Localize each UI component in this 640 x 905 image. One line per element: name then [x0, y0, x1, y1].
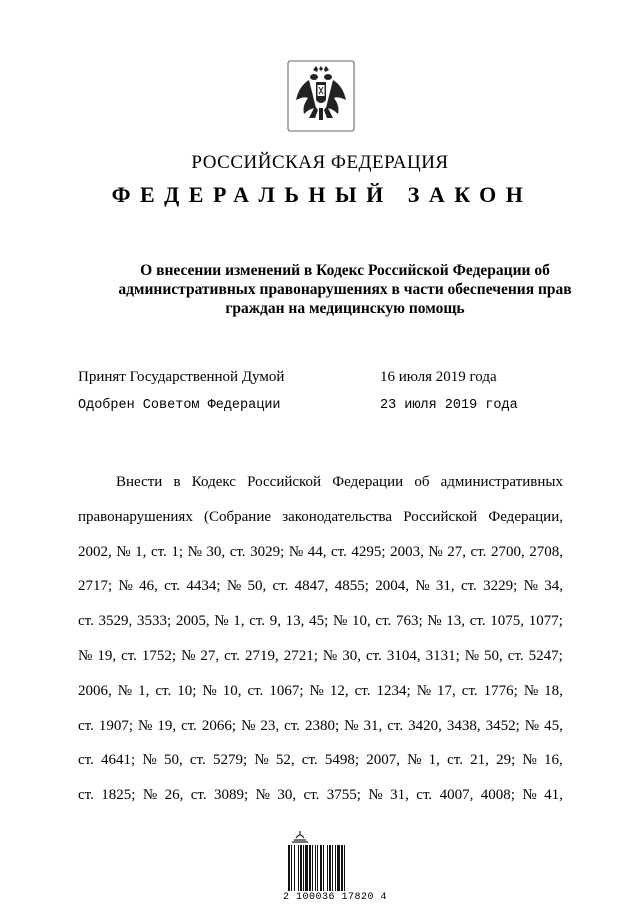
country-title: РОССИЙСКАЯ ФЕДЕРАЦИЯ: [191, 152, 449, 173]
subject-line: административных правонарушениях в части обеспечения прав: [118, 281, 572, 298]
subject-line: граждан на медицинскую помощь: [225, 300, 465, 317]
body-line: 2002, № 1, ст. 1; № 30, ст. 3029; № 44, ст. 4295; 2003, № 27, ст. 2700, 2708,: [78, 543, 563, 560]
body-line: ст. 4641; № 50, ст. 5279; № 52, ст. 5498; 2007, № 1, ст. 21, 29; № 16,: [78, 752, 563, 769]
body-line: № 19, ст. 1752; № 27, ст. 2719, 2721; № 30, ст. 3104, 3131; № 50, ст. 5247;: [78, 647, 563, 664]
law-body: [78, 470, 563, 818]
duma-label: Принят Государственной Думой: [78, 369, 285, 385]
barcode-icon: [288, 845, 354, 891]
body-line: ст. 3529, 3533; 2005, № 1, ст. 9, 13, 45; № 10, ст. 763; № 13, ст. 1075, 1077;: [78, 613, 563, 630]
coat-of-arms-icon: [287, 60, 355, 132]
council-date: 23 июля 2019 года: [380, 398, 518, 413]
body-line: ст. 1907; № 19, ст. 2066; № 23, ст. 2380; № 31, ст. 3420, 3438, 3452; № 45,: [78, 717, 563, 734]
body-line: правонарушениях (Собрание законодательства Российской Федерации,: [78, 508, 563, 525]
duma-logo-icon: [288, 830, 312, 844]
body-line: ст. 1825; № 26, ст. 3089; № 30, ст. 3755; № 31, ст. 4007, 4008; № 41,: [78, 787, 563, 804]
body-line: Внести в Кодекс Российской Федерации об административных: [116, 474, 563, 490]
duma-date: 16 июля 2019 года: [380, 369, 497, 385]
subject-line: О внесении изменений в Кодекс Российской Федерации об: [140, 262, 550, 279]
council-label: Одобрен Советом Федерации: [78, 398, 281, 413]
document-type-title: ФЕДЕРАЛЬНЫЙ ЗАКОН: [111, 182, 533, 207]
body-line: 2717; № 46, ст. 4434; № 50, ст. 4847, 4855; 2004, № 31, ст. 3229; № 34,: [78, 578, 563, 595]
barcode-number: 2 100036 17820 4: [283, 892, 388, 903]
law-subject: [80, 261, 610, 318]
body-line: 2006, № 1, ст. 10; № 10, ст. 1067; № 12, ст. 1234; № 17, ст. 1776; № 18,: [78, 682, 563, 699]
